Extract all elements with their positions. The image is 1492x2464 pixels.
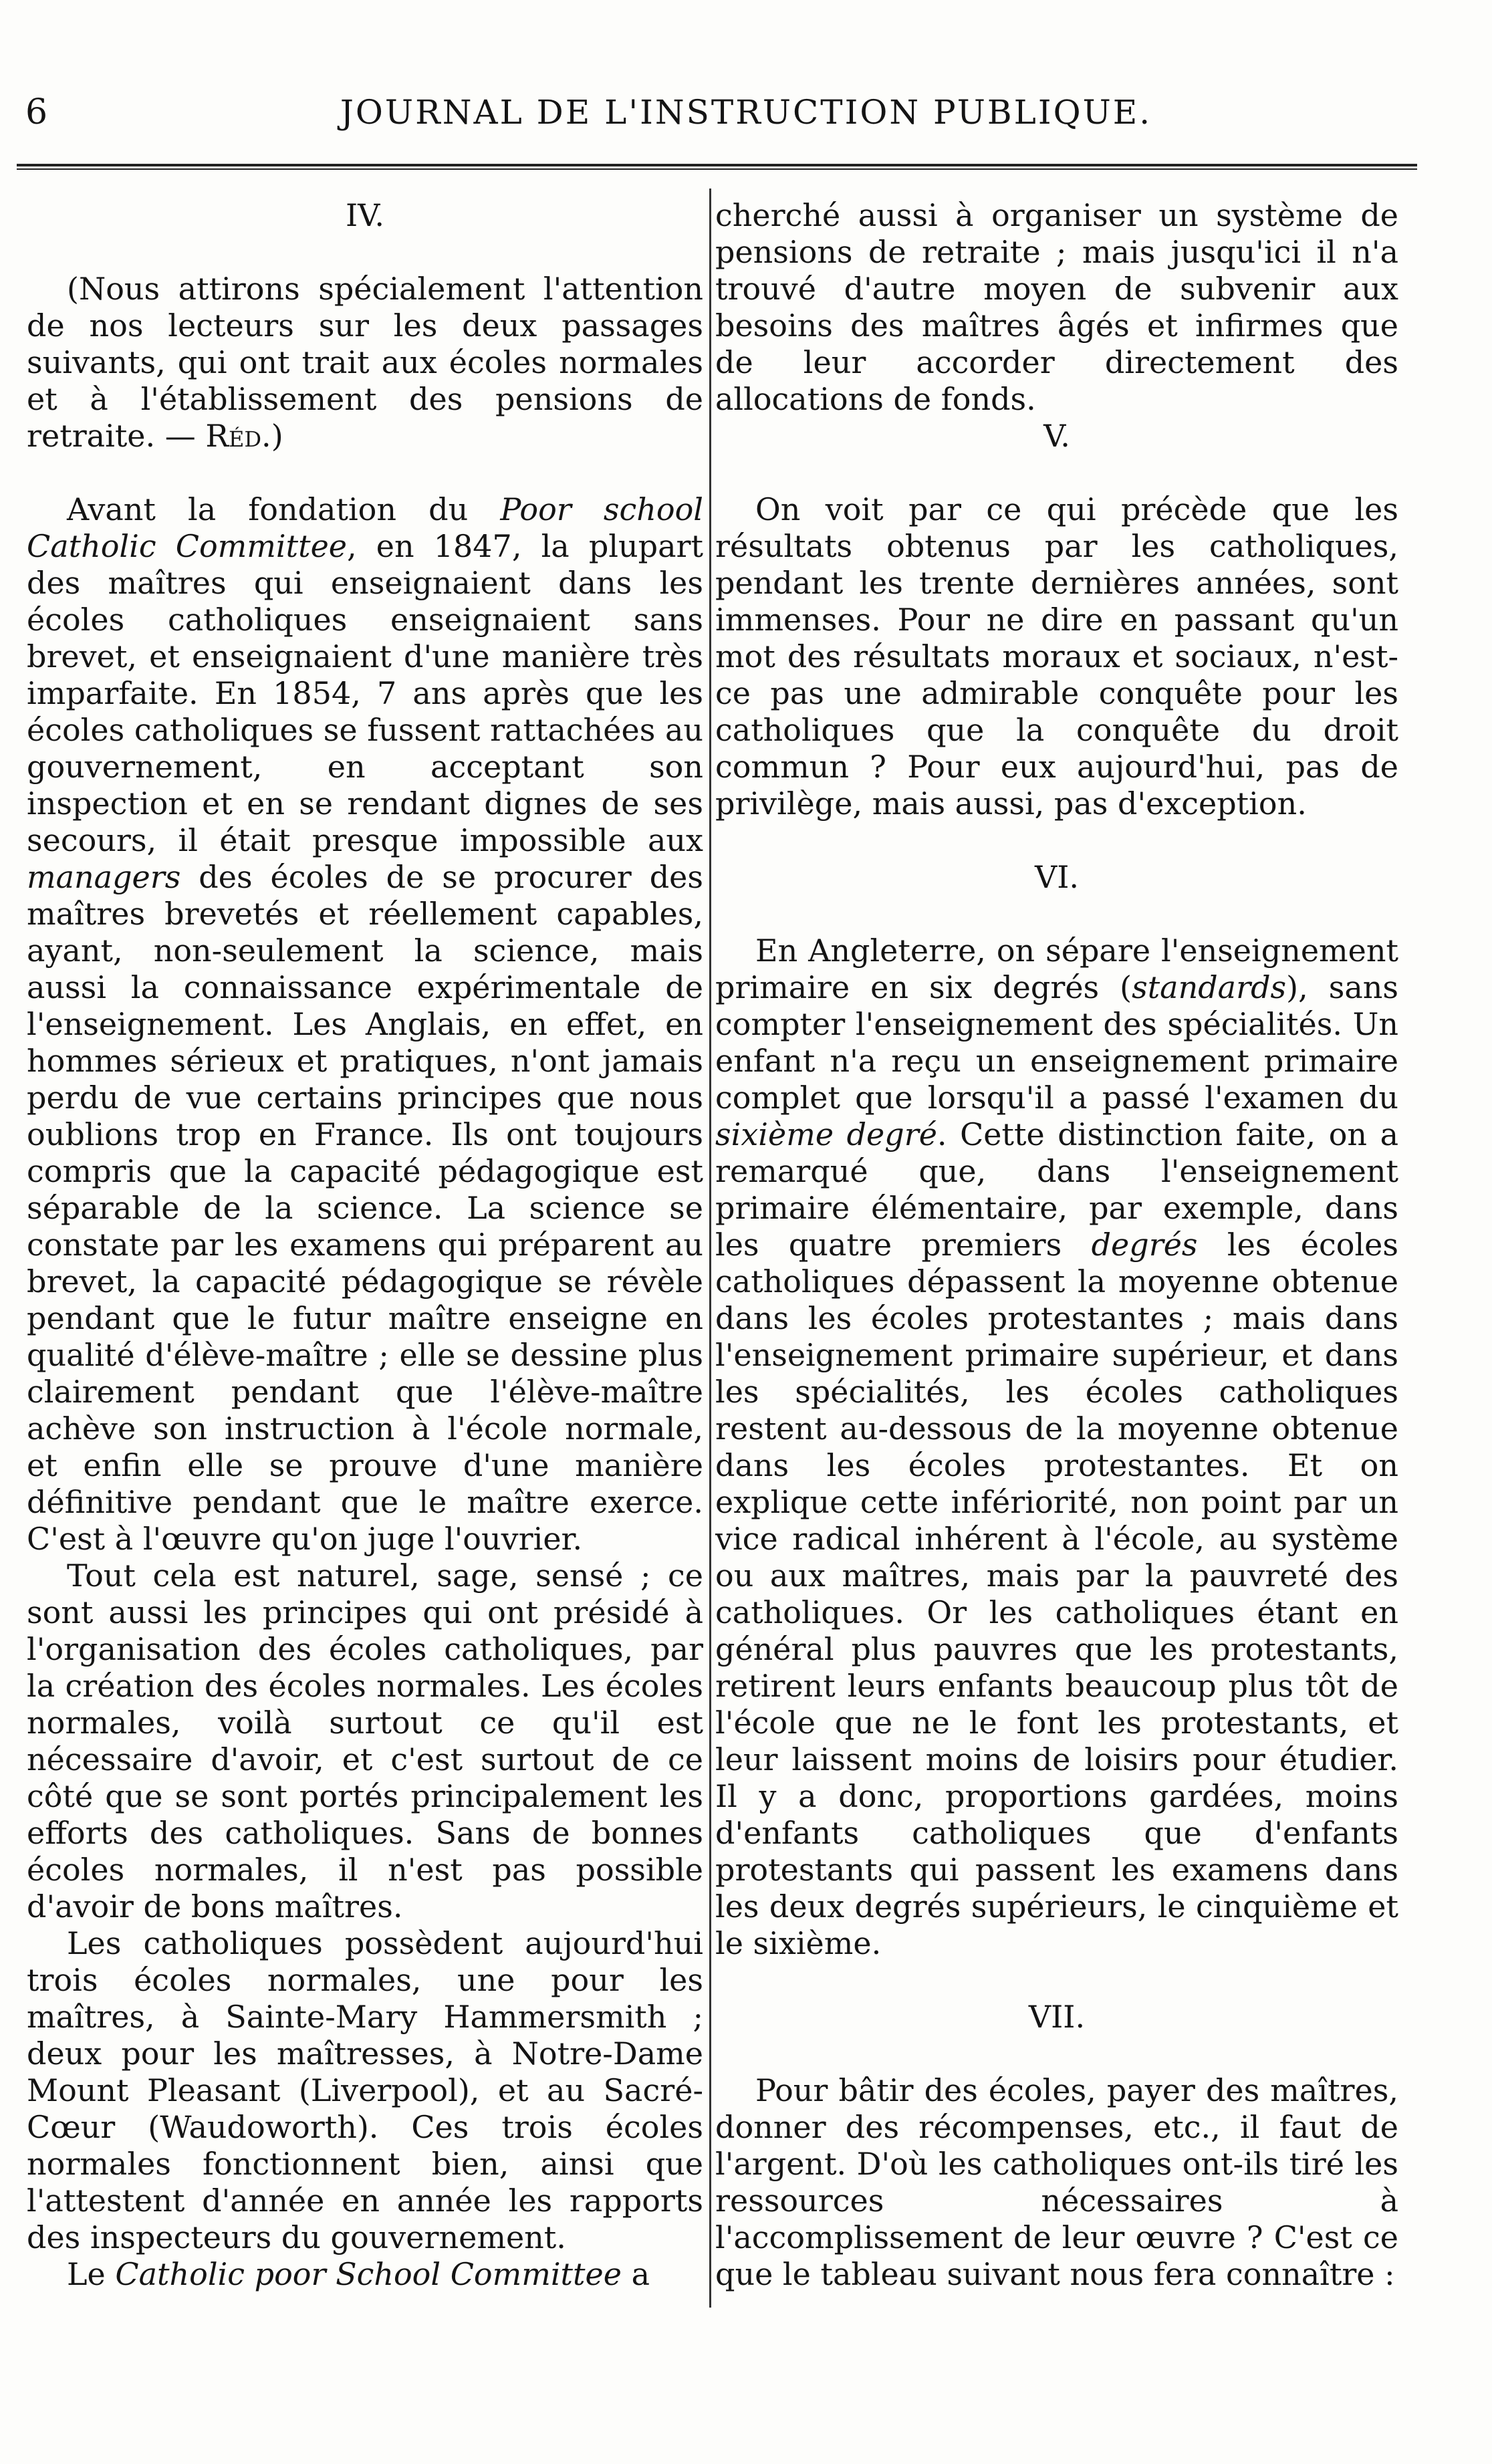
paragraph [27, 491, 703, 1558]
header-rule [17, 164, 1417, 170]
text-run: . Cette distinction faite, on a remarqué que, dans l'enseignement primaire élémentaire, par exemple, dans les quatre premiers [715, 1116, 1398, 1263]
column-divider [709, 189, 711, 2308]
section-heading-vii: VII. [1028, 1999, 1086, 2035]
paragraph: Tout cela est naturel, sage, sensé ; ce sont aussi les principes qui ont présidé à l'organisation des écoles catholiques, par la création des écoles normales. Les écoles normales, voilà surtout ce qu'il est nécessaire d'avoir, et c'est surtout de ce côté que se sont portés principalement les efforts des catholiques. Sans de bonnes écoles normales, il n'est pas possible d'avoir de bons maîtres. [27, 1558, 703, 1925]
italic-run: standards [1132, 969, 1287, 1005]
text-run: En Angleterre, on sépare l'enseignement primaire en six degrés ( [715, 933, 1398, 1005]
italic-run: Poor school Catholic Committee [27, 491, 703, 564]
editor-note: (Nous attirons spécialement l'attention de nos lecteurs sur les deux passages suivants, qui ont trait aux écoles normales et à l'établissement des pensions de retraite. — Réd.) [27, 271, 703, 454]
italic-run: degrés [1091, 1227, 1198, 1263]
italic-run: managers [27, 859, 181, 895]
text-run: a [621, 2256, 650, 2292]
paragraph [27, 2256, 703, 2293]
section-heading-vi: VI. [1034, 859, 1079, 895]
editor-note-text: (Nous attirons spécialement l'attention de nos lecteurs sur les deux passages suivants, qui ont trait aux écoles normales et à l'établissement des pensions de retraite. — [27, 271, 703, 454]
editor-signature: Réd. [205, 418, 271, 454]
text-run: les écoles catholiques dépassent la moyenne obtenue dans les écoles protestantes ; mais dans l'enseignement primaire supérieur, et dans les spécialités, les écoles catholiques restent au-dessous de la moyenne obtenue dans les écoles protestantes. Et on explique cette infériorité, non point par un vice radical inhérent à l'école, au système ou aux maîtres, mais par la pauvreté des catholiques. Or les catholiques étant en général plus pauvres que les protestants, retirent leurs enfants beaucoup plus tôt de l'école que ne le font les protestants, et leur laissent moins de loisirs pour étudier. Il y a donc, proportions gardées, moins d'enfants catholiques que d'enfants protestants qui passent les examens dans les deux degrés supérieurs, le cinquième et le sixième. [715, 1227, 1398, 1961]
paragraph: Les catholiques possèdent aujourd'hui trois écoles normales, une pour les maîtres, à Sainte-Mary Hammersmith ; deux pour les maîtresses, à Notre-Dame Mount Pleasant (Liverpool), et au Sacré-Cœur (Waudoworth). Ces trois écoles normales fonctionnent bien, ainsi que l'attestent d'année en année les rapports des inspecteurs du gouvernement. [27, 1925, 703, 2255]
section-heading-v: V. [1043, 418, 1070, 454]
italic-run: Catholic poor School Committee [115, 2256, 622, 2292]
text-run: , en 1847, la plupart des maîtres qui enseignaient dans les écoles catholiques enseignaient sans brevet, et enseignaient d'une manière très imparfaite. En 1854, 7 ans après que les écoles catholiques se fussent rattachées au gouvernement, en acceptant son inspection et en se rendant dignes de ses secours, il était presque impossible aux [27, 528, 703, 858]
text-run: ), sans compter l'enseignement des spécialités. Un enfant n'a reçu un enseignement primaire complet que lorsqu'il a passé l'examen du [715, 969, 1398, 1116]
left-column [27, 197, 703, 2293]
text-run: Le [67, 2256, 116, 2292]
text-run: des écoles de se procurer des maîtres brevetés et réellement capables, ayant, non-seulement la science, mais aussi la connaissance expérimentale de l'enseignement. Les Anglais, en effet, en hommes sérieux et pratiques, n'ont jamais perdu de vue certains principes que nous oublions trop en France. Ils ont toujours compris que la capacité pédagogique est séparable de la science. La science se constate par les examens qui préparent au brevet, la capacité pédagogique se révèle pendant que le futur maître enseigne en qualité d'élève-maître ; elle se dessine plus clairement pendant que l'élève-maître achève son instruction à l'école normale, et enfin elle se prouve d'une manière définitive pendant que le maître exerce. C'est à l'œuvre qu'on juge l'ouvrier. [27, 859, 703, 1557]
page-number: 6 [25, 92, 48, 132]
paragraph: On voit par ce qui précède que les résultats obtenus par les catholiques, pendant les trente dernières années, sont immenses. Pour ne dire en passant qu'un mot des résultats moraux et sociaux, n'est-ce pas une admirable conquête pour les catholiques que la conquête du droit commun ? Pour eux aujourd'hui, pas de privilège, mais aussi, pas d'exception. [715, 491, 1398, 822]
text-run: Avant la fondation du [67, 491, 501, 527]
paragraph: cherché aussi à organiser un système de pensions de retraite ; mais jusqu'ici il n'a trouvé d'autre moyen de subvenir aux besoins des maîtres âgés et infirmes que de leur accorder directement des allocations de fonds. [715, 197, 1398, 417]
paragraph: Pour bâtir des écoles, payer des maîtres, donner des récompenses, etc., il faut de l'argent. D'où les catholiques ont-ils tiré les ressources nécessaires à l'accomplissement de leur œuvre ? C'est ce que le tableau suivant nous fera connaître : [715, 2072, 1398, 2292]
paragraph [715, 933, 1398, 1962]
italic-run: sixième degré [715, 1116, 937, 1152]
page-header [0, 0, 1492, 180]
right-column [715, 197, 1398, 2293]
section-heading-iv: IV. [346, 197, 384, 233]
running-title: JOURNAL DE L'INSTRUCTION PUBLIQUE. [340, 93, 1152, 132]
